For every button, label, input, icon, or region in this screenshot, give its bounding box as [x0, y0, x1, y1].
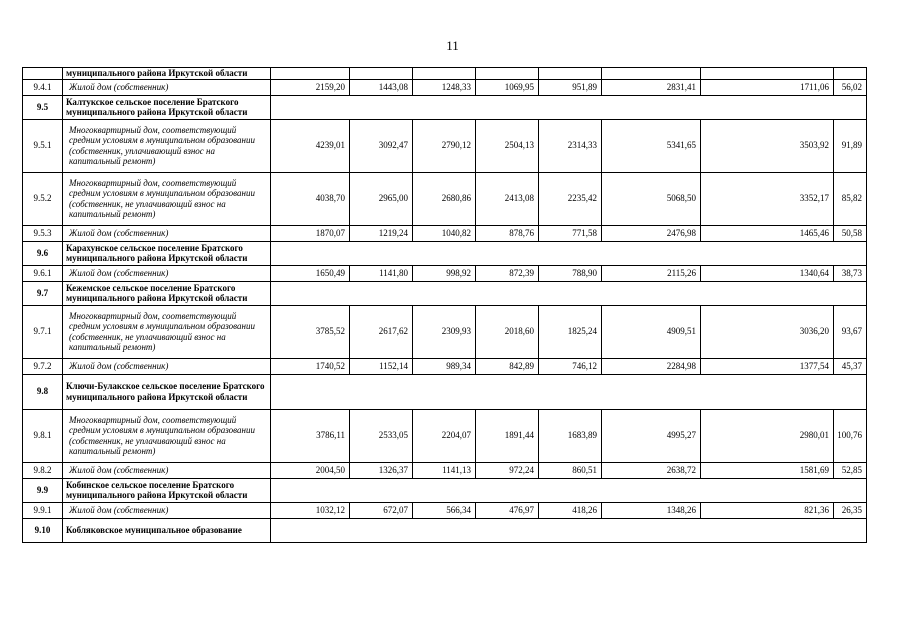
- housing-type-cell: Жилой дом (собственник): [63, 462, 271, 478]
- section-row: [23, 518, 867, 542]
- value-cell: 1650,49: [271, 265, 350, 281]
- housing-type-cell: Жилой дом (собственник): [63, 265, 271, 281]
- value-cell: 2831,41: [602, 79, 701, 95]
- row-code-cell: 9.10: [23, 518, 63, 542]
- value-cell: 4995,27: [602, 409, 701, 462]
- value-cell: 38,73: [834, 265, 867, 281]
- value-cell: 52,85: [834, 462, 867, 478]
- empty-cell: [271, 68, 350, 80]
- value-cell: 878,76: [476, 225, 539, 241]
- row-code-cell: 9.7.1: [23, 305, 63, 358]
- value-cell: 1069,95: [476, 79, 539, 95]
- row-code-cell: 9.5: [23, 95, 63, 119]
- value-cell: 5341,65: [602, 119, 701, 172]
- value-cell: 3036,20: [701, 305, 834, 358]
- empty-cell: [602, 68, 701, 80]
- value-cell: 1443,08: [350, 79, 413, 95]
- value-cell: 3503,92: [701, 119, 834, 172]
- value-cell: 45,37: [834, 358, 867, 374]
- row-code-cell: [23, 68, 63, 80]
- value-cell: 821,36: [701, 502, 834, 518]
- section-row: [23, 95, 867, 119]
- value-cell: 1141,13: [413, 462, 476, 478]
- value-cell: 1683,89: [539, 409, 602, 462]
- value-cell: 989,34: [413, 358, 476, 374]
- empty-span-cell: [271, 95, 867, 119]
- row-code-cell: 9.9.1: [23, 502, 63, 518]
- value-cell: 3352,17: [701, 172, 834, 225]
- row-code-cell: 9.9: [23, 478, 63, 502]
- row-code-cell: 9.5.3: [23, 225, 63, 241]
- value-cell: 951,89: [539, 79, 602, 95]
- value-cell: 476,97: [476, 502, 539, 518]
- row-code-cell: 9.6: [23, 241, 63, 265]
- value-cell: 2504,13: [476, 119, 539, 172]
- empty-cell: [413, 68, 476, 80]
- value-cell: 746,12: [539, 358, 602, 374]
- municipality-title-cell: муниципального района Иркутской области: [63, 68, 271, 80]
- value-cell: 1152,14: [350, 358, 413, 374]
- value-cell: 1581,69: [701, 462, 834, 478]
- page-number: 11: [446, 38, 459, 53]
- row-code-cell: 9.5.2: [23, 172, 63, 225]
- value-cell: 2533,05: [350, 409, 413, 462]
- value-cell: 2004,50: [271, 462, 350, 478]
- value-cell: 2476,98: [602, 225, 701, 241]
- value-cell: 972,24: [476, 462, 539, 478]
- row-code-cell: 9.8: [23, 374, 63, 409]
- value-cell: 860,51: [539, 462, 602, 478]
- value-cell: 2638,72: [602, 462, 701, 478]
- value-cell: 2617,62: [350, 305, 413, 358]
- value-cell: 85,82: [834, 172, 867, 225]
- empty-cell: [701, 68, 834, 80]
- value-cell: 1870,07: [271, 225, 350, 241]
- value-cell: 5068,50: [602, 172, 701, 225]
- housing-type-cell: Жилой дом (собственник): [63, 358, 271, 374]
- value-cell: 1248,33: [413, 79, 476, 95]
- table-row: [23, 358, 867, 374]
- value-cell: 2115,26: [602, 265, 701, 281]
- table-row: [23, 462, 867, 478]
- table-body: [23, 68, 867, 543]
- value-cell: 1465,46: [701, 225, 834, 241]
- value-cell: 1348,26: [602, 502, 701, 518]
- municipality-title-cell: Карахунское сельское поселение Братского муниципального района Иркутской области: [63, 241, 271, 265]
- section-row: [23, 478, 867, 502]
- housing-type-cell: Многоквартирный дом, соответствующий средним условиям в муниципальном образовании (собственник, не уплачивающий взнос на капитальный ремонт): [63, 172, 271, 225]
- municipality-title-cell: Калтукское сельское поселение Братского муниципального района Иркутской области: [63, 95, 271, 119]
- value-cell: 1825,24: [539, 305, 602, 358]
- empty-span-cell: [271, 241, 867, 265]
- empty-cell: [476, 68, 539, 80]
- municipality-title-cell: Кобинское сельское поселение Братского муниципального района Иркутской области: [63, 478, 271, 502]
- section-row: [23, 374, 867, 409]
- municipality-title-cell: Ключи-Булакское сельское поселение Братского муниципального района Иркутской области: [63, 374, 271, 409]
- value-cell: 1377,54: [701, 358, 834, 374]
- value-cell: 4909,51: [602, 305, 701, 358]
- empty-span-cell: [271, 478, 867, 502]
- value-cell: 418,26: [539, 502, 602, 518]
- table-row: [23, 409, 867, 462]
- housing-type-cell: Жилой дом (собственник): [63, 225, 271, 241]
- value-cell: 2965,00: [350, 172, 413, 225]
- value-cell: 1891,44: [476, 409, 539, 462]
- row-code-cell: 9.6.1: [23, 265, 63, 281]
- value-cell: 771,58: [539, 225, 602, 241]
- municipality-title-cell: Кежемское сельское поселение Братского муниципального района Иркутской области: [63, 281, 271, 305]
- section-row: [23, 241, 867, 265]
- empty-cell: [350, 68, 413, 80]
- housing-type-cell: Многоквартирный дом, соответствующий средним условиям в муниципальном образовании (собственник, не уплачивающий взнос на капитальный ремонт): [63, 409, 271, 462]
- value-cell: 2284,98: [602, 358, 701, 374]
- row-code-cell: 9.7: [23, 281, 63, 305]
- value-cell: 1040,82: [413, 225, 476, 241]
- row-code-cell: 9.8.1: [23, 409, 63, 462]
- empty-span-cell: [271, 374, 867, 409]
- value-cell: 4038,70: [271, 172, 350, 225]
- value-cell: 566,34: [413, 502, 476, 518]
- value-cell: 93,67: [834, 305, 867, 358]
- value-cell: 1032,12: [271, 502, 350, 518]
- value-cell: 26,35: [834, 502, 867, 518]
- value-cell: 50,58: [834, 225, 867, 241]
- row-code-cell: 9.4.1: [23, 79, 63, 95]
- value-cell: 2680,86: [413, 172, 476, 225]
- empty-cell: [539, 68, 602, 80]
- continuation-row: [23, 68, 867, 80]
- value-cell: 788,90: [539, 265, 602, 281]
- value-cell: 2235,42: [539, 172, 602, 225]
- table-row: [23, 119, 867, 172]
- value-cell: 4239,01: [271, 119, 350, 172]
- value-cell: 1219,24: [350, 225, 413, 241]
- housing-type-cell: Жилой дом (собственник): [63, 502, 271, 518]
- value-cell: 2204,07: [413, 409, 476, 462]
- table-row: [23, 225, 867, 241]
- table-row: [23, 305, 867, 358]
- value-cell: 998,92: [413, 265, 476, 281]
- housing-type-cell: Многоквартирный дом, соответствующий средним условиям в муниципальном образовании (собственник, уплачивающий взнос на капитальный ремонт): [63, 119, 271, 172]
- value-cell: 1141,80: [350, 265, 413, 281]
- empty-span-cell: [271, 518, 867, 542]
- value-cell: 2159,20: [271, 79, 350, 95]
- value-cell: 1711,06: [701, 79, 834, 95]
- value-cell: 91,89: [834, 119, 867, 172]
- value-cell: 3785,52: [271, 305, 350, 358]
- table-row: [23, 79, 867, 95]
- housing-type-cell: Многоквартирный дом, соответствующий средним условиям в муниципальном образовании (собственник, не уплачивающий взнос на капитальный ремонт): [63, 305, 271, 358]
- value-cell: 2309,93: [413, 305, 476, 358]
- value-cell: 2018,60: [476, 305, 539, 358]
- section-row: [23, 281, 867, 305]
- value-cell: 2790,12: [413, 119, 476, 172]
- row-code-cell: 9.7.2: [23, 358, 63, 374]
- empty-cell: [834, 68, 867, 80]
- row-code-cell: 9.8.2: [23, 462, 63, 478]
- value-cell: 2980,01: [701, 409, 834, 462]
- municipality-title-cell: Кобляковское муниципальное образование: [63, 518, 271, 542]
- value-cell: 3786,11: [271, 409, 350, 462]
- value-cell: 872,39: [476, 265, 539, 281]
- housing-type-cell: Жилой дом (собственник): [63, 79, 271, 95]
- value-cell: 56,02: [834, 79, 867, 95]
- tariff-table: [22, 67, 867, 543]
- value-cell: 1740,52: [271, 358, 350, 374]
- table-row: [23, 265, 867, 281]
- value-cell: 100,76: [834, 409, 867, 462]
- value-cell: 3092,47: [350, 119, 413, 172]
- table-row: [23, 502, 867, 518]
- value-cell: 672,07: [350, 502, 413, 518]
- value-cell: 2314,33: [539, 119, 602, 172]
- table-row: [23, 172, 867, 225]
- value-cell: 1326,37: [350, 462, 413, 478]
- empty-span-cell: [271, 281, 867, 305]
- value-cell: 2413,08: [476, 172, 539, 225]
- value-cell: 842,89: [476, 358, 539, 374]
- value-cell: 1340,64: [701, 265, 834, 281]
- row-code-cell: 9.5.1: [23, 119, 63, 172]
